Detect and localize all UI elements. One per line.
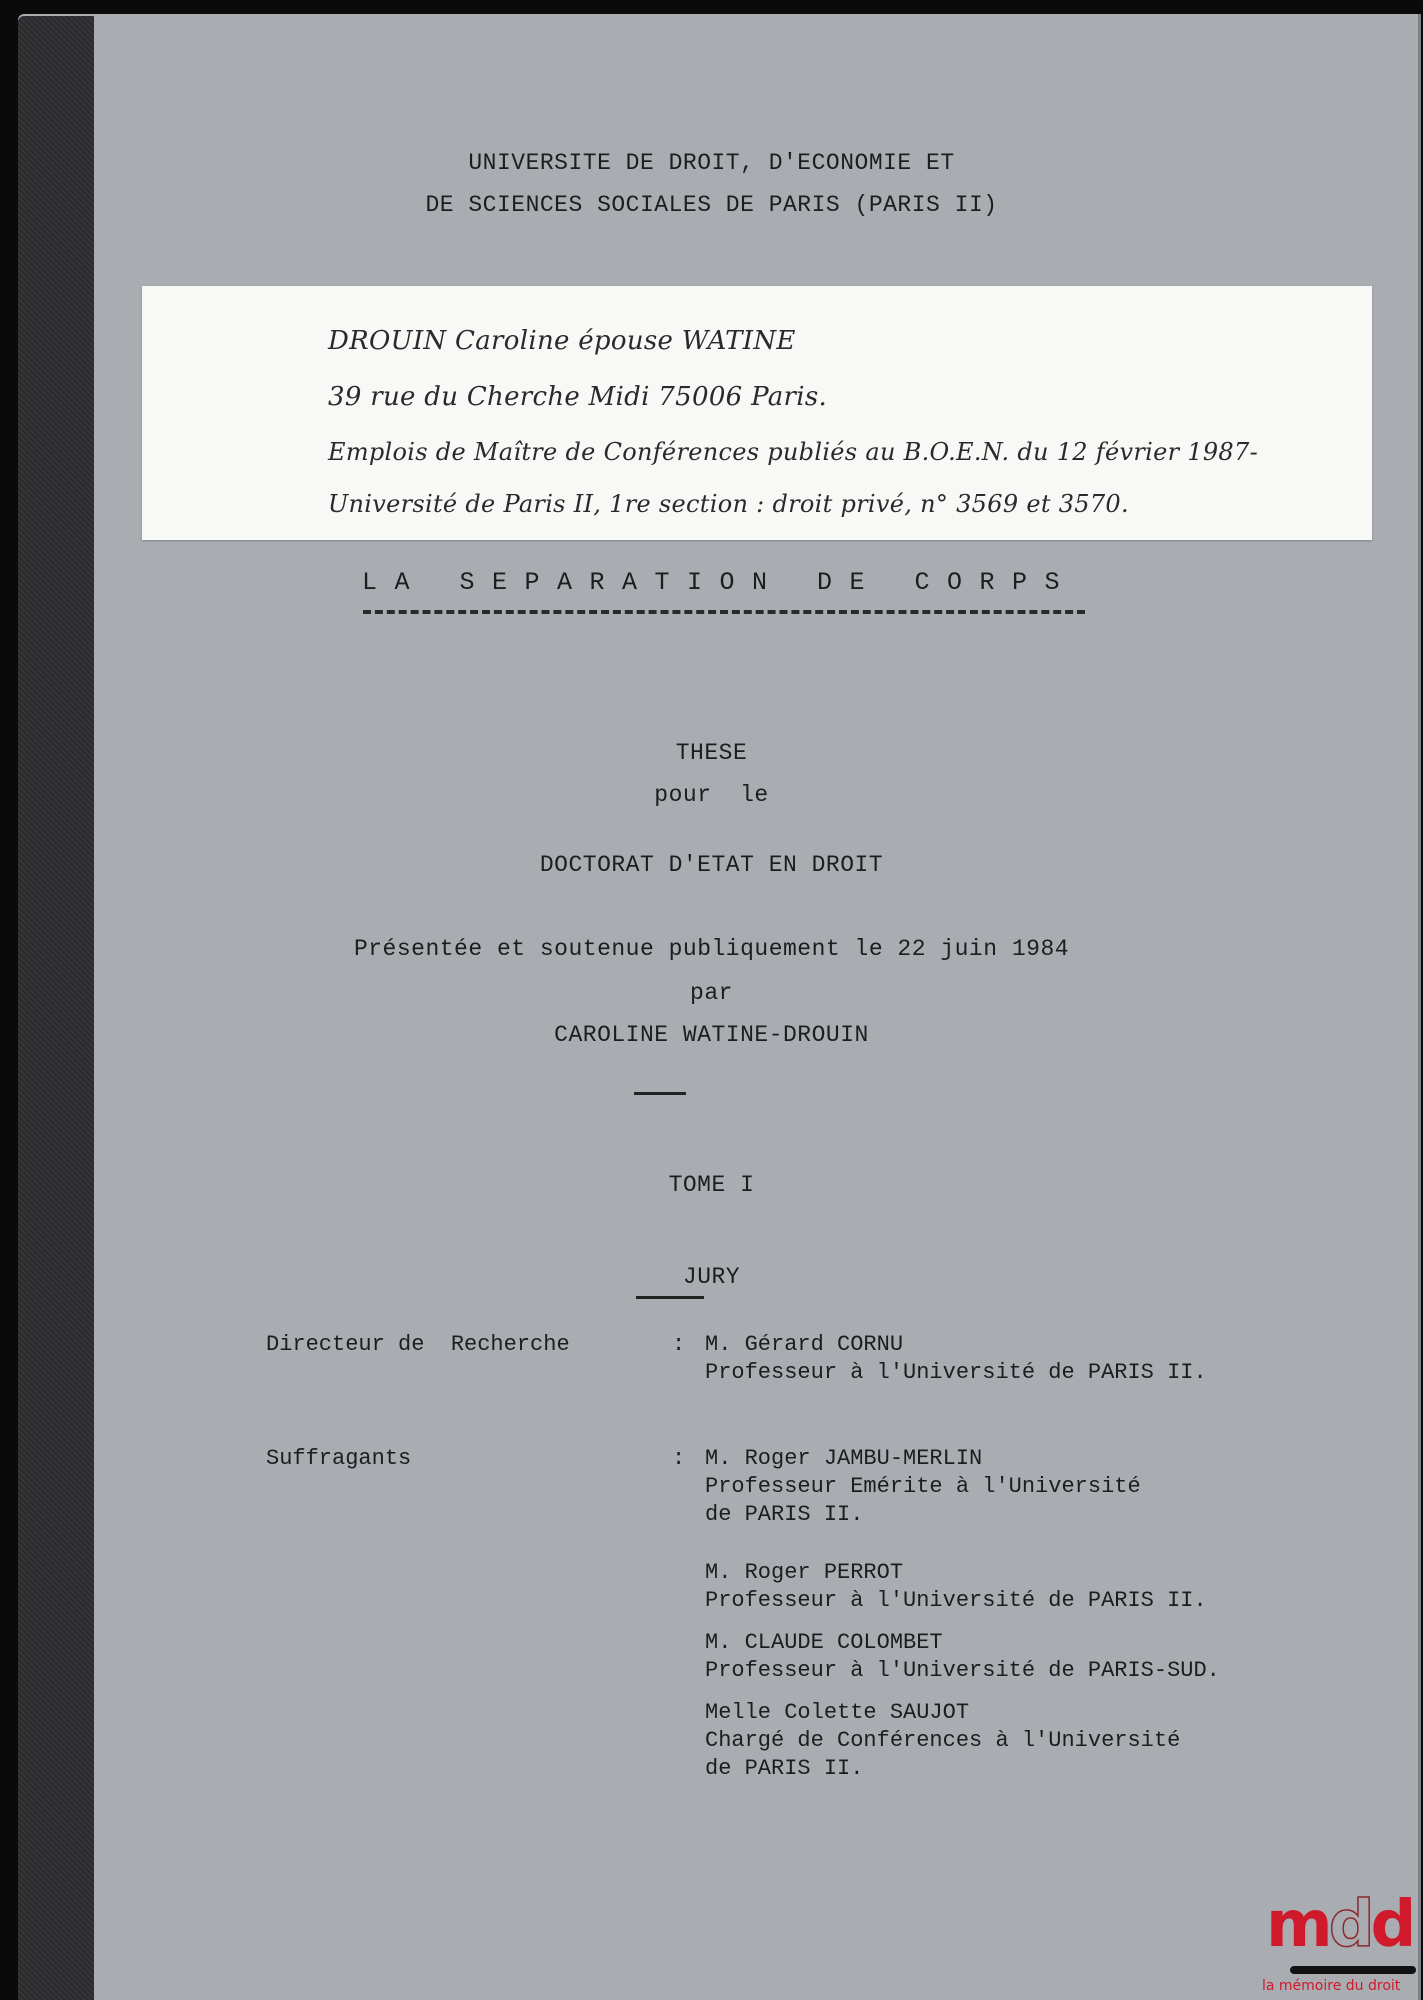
- jury-member-name: M. CLAUDE COLOMBET: [705, 1630, 943, 1655]
- jury-member-title: Chargé de Conférences à l'Université: [705, 1728, 1181, 1753]
- suffragants-label: Suffragants: [266, 1446, 412, 1471]
- jury-member-name: M. Roger JAMBU-MERLIN: [705, 1446, 983, 1471]
- logo-letter-d: d: [1370, 1888, 1413, 1962]
- title-underline: [363, 610, 1085, 614]
- jury-member-name: Melle Colette SAUJOT: [705, 1700, 970, 1725]
- university-line-1: UNIVERSITE DE DROIT, D'ECONOMIE ET: [468, 150, 955, 176]
- book-spine: [18, 16, 94, 2000]
- suffragants-colon: :: [672, 1446, 686, 1471]
- mdd-logo-letters: [1266, 1888, 1412, 1962]
- logo-letter-m: m: [1266, 1888, 1329, 1962]
- jury-heading: JURY: [682, 1264, 741, 1290]
- logo-bar: [1290, 1966, 1416, 1974]
- volume-label: TOME I: [668, 1172, 755, 1198]
- thesis-par: par: [690, 980, 733, 1006]
- jury-underline: [636, 1296, 704, 1299]
- thesis-pour: pour le: [654, 782, 769, 808]
- thesis-title: LA SEPARATION DE CORPS: [362, 568, 1078, 597]
- jury-member-title: Professeur à l'Université de PARIS-SUD.: [705, 1658, 1220, 1683]
- handwritten-label: [142, 286, 1372, 540]
- handwritten-name: DROUIN Caroline épouse WATINE: [328, 326, 796, 356]
- director-colon: :: [672, 1332, 686, 1357]
- defense-line: Présentée et soutenue publiquement le 22 juin 1984: [353, 936, 1070, 962]
- university-line-2: DE SCIENCES SOCIALES DE PARIS (PARIS II): [425, 192, 998, 218]
- separator-rule: [634, 1092, 686, 1095]
- handwritten-employment: Emplois de Maître de Conférences publiés au B.O.E.N. du 12 février 1987-: [328, 438, 1258, 466]
- director-name: M. Gérard CORNU: [705, 1332, 904, 1357]
- jury-member-name: M. Roger PERROT: [705, 1560, 904, 1585]
- thesis-author: CAROLINE WATINE-DROUIN: [554, 1022, 869, 1048]
- handwritten-address: 39 rue du Cherche Midi 75006 Paris.: [328, 382, 828, 412]
- jury-member-title: Professeur à l'Université de PARIS II.: [705, 1588, 1207, 1613]
- thesis-degree: DOCTORAT D'ETAT EN DROIT: [539, 852, 884, 878]
- director-label: Directeur de Recherche: [266, 1332, 570, 1357]
- mdd-watermark-logo: [1262, 1888, 1422, 2000]
- logo-letter-d-outline: d: [1328, 1888, 1371, 1962]
- director-title: Professeur à l'Université de PARIS II.: [705, 1360, 1207, 1385]
- thesis-type: THESE: [675, 740, 748, 766]
- logo-tagline: la mémoire du droit: [1262, 1978, 1401, 1994]
- jury-member-title-2: de PARIS II.: [705, 1756, 864, 1781]
- jury-member-title-2: de PARIS II.: [705, 1502, 864, 1527]
- handwritten-section: Université de Paris II, 1re section : droit privé, n° 3569 et 3570.: [328, 490, 1129, 518]
- jury-member-title: Professeur Emérite à l'Université: [705, 1474, 1141, 1499]
